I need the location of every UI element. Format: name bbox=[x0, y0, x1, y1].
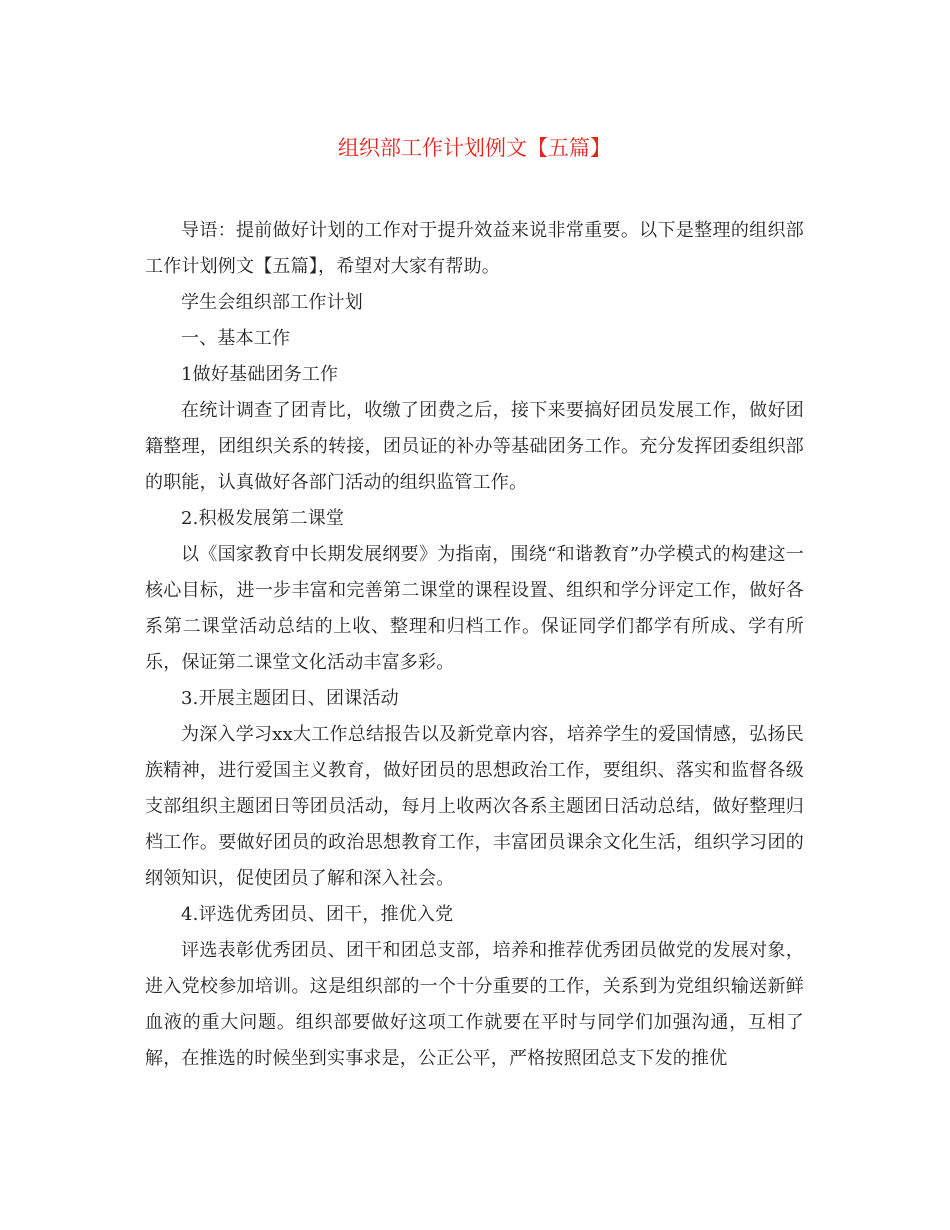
item-heading-2: 2.积极发展第二课堂 bbox=[181, 508, 345, 529]
subsection-heading: 一、基本工作 bbox=[181, 328, 291, 349]
item-body-3: 为深入学习xx大工作总结报告以及新党章内容，培养学生的爱国情感，弘扬民族精神，进行爱国主义教育，做好团员的思想政治工作，要组织、落实和监督各级支部组织主题团日等团员活动，每月上收两次各系主题团日活动总结，做好整理归档工作。要做好团员的政治思想教育工作，丰富团员课余文化生活，组织学习团的纲领知识，促使团员了解和深入社会。 bbox=[145, 724, 804, 889]
document-title: 组织部工作计划例文【五篇】 bbox=[338, 136, 611, 160]
section-heading: 学生会组织部工作计划 bbox=[181, 292, 363, 313]
item-heading-1: 1做好基础团务工作 bbox=[181, 364, 339, 385]
item-heading-4: 4.评选优秀团员、团干，推优入党 bbox=[181, 904, 454, 925]
item-body-2: 以《国家教育中长期发展纲要》为指南，围绕“和谐教育”办学模式的构建这一核心目标，进一步丰富和完善第二课堂的课程设置、组织和学分评定工作，做好各系第二课堂活动总结的上收、整理和归档工作。保证同学们都学有所成、学有所乐，保证第二课堂文化活动丰富多彩。 bbox=[145, 544, 804, 673]
item-body-1: 在统计调查了团青比，收缴了团费之后，接下来要搞好团员发展工作，做好团籍整理，团组织关系的转接，团员证的补办等基础团务工作。充分发挥团委组织部的职能，认真做好各部门活动的组织监管工作。 bbox=[145, 400, 804, 493]
intro-paragraph: 导语：提前做好计划的工作对于提升效益来说非常重要。以下是整理的组织部工作计划例文【五篇】，希望对大家有帮助。 bbox=[145, 220, 804, 277]
item-heading-3: 3.开展主题团日、团课活动 bbox=[181, 688, 399, 709]
item-body-4: 评选表彰优秀团员、团干和团总支部，培养和推荐优秀团员做党的发展对象，进入党校参加培训。这是组织部的一个十分重要的工作，关系到为党组织输送新鲜血液的重大问题。组织部要做好这项工作就要在平时与同学们加强沟通，互相了解，在推选的时候坐到实事求是，公正公平，严格按照团总支下发的推优 bbox=[145, 940, 804, 1069]
